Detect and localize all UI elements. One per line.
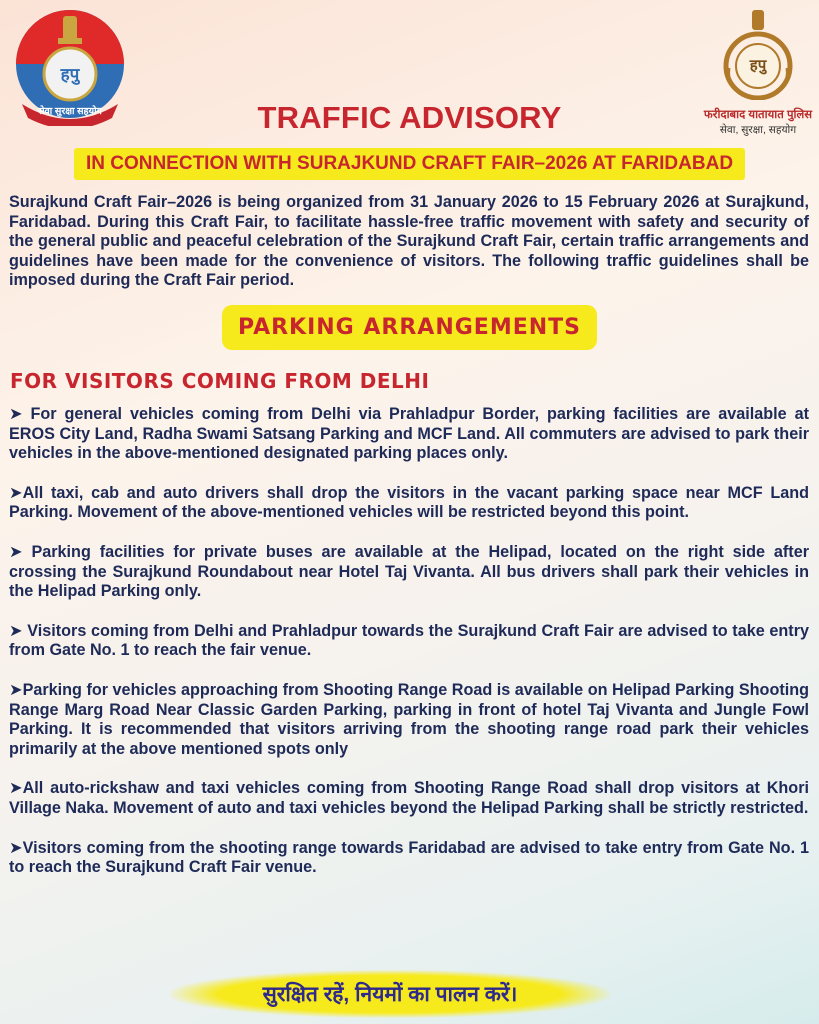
guideline-item: ➤All auto-rickshaw and taxi vehicles coming from Shooting Range Road shall drop visitors at Khori Village Naka. Movement of auto and taxi vehicles beyond the Helipad Parking shall be strictly restricted.	[9, 779, 809, 817]
logo-text: हपु	[60, 65, 80, 84]
org-motto: सेवा, सुरक्षा, सहयोग	[719, 124, 797, 136]
page-title: TRAFFIC ADVISORY	[257, 100, 562, 135]
guideline-list	[9, 405, 809, 878]
footer-slogan: सुरक्षित रहें, नियमों का पालन करें।	[170, 970, 610, 1018]
guideline-item: ➤ Visitors coming from Delhi and Prahladpur towards the Surajkund Craft Fair are advised to take entry from Gate No. 1 to reach the fair venue.	[9, 621, 809, 660]
guideline-item: ➤ For general vehicles coming from Delhi via Prahladpur Border, parking facilities are available at EROS City Land, Radha Swami Satsang Parking and MCF Land. All commuters are advised to park their vehicles in the above-mentioned designated parking places only.	[9, 405, 809, 463]
section-heading: FOR VISITORS COMING FROM DELHI	[10, 369, 430, 393]
guideline-item: ➤Visitors coming from the shooting range towards Faridabad are advised to take entry from Gate No. 1 to reach the Surajkund Craft Fair venue.	[9, 838, 809, 877]
guideline-item: ➤Parking for vehicles approaching from Shooting Range Road is available on Helipad Parking Shooting Range Marg Road Near Classic Garden Parking, parking in front of hotel Taj Vivanta and Jungle Fowl Parking. It is recommended that visitors arriving from the shooting range road park their vehicles primarily at the above mentioned spots only	[9, 680, 809, 758]
parking-heading-banner	[0, 305, 819, 350]
subtitle-banner	[14, 148, 805, 180]
logo-motto: सेवा सुरक्षा सहयोग	[38, 106, 102, 117]
intro-paragraph: Surajkund Craft Fair–2026 is being organized from 31 January 2026 to 15 February 2026 at Surajkund, Faridabad. During this Craft Fair, to facilitate hassle-free traffic movement with safety and security of the general public and peaceful celebration of the Surajkund Craft Fair, certain traffic arrangements and guidelines have been made for the convenience of visitors. The following traffic guidelines shall be imposed during the Craft Fair period.	[9, 193, 809, 290]
logo-text: हपु	[749, 57, 767, 74]
org-name: फरीदाबाद यातायात पुलिस	[703, 109, 813, 121]
faridabad-police-emblem-icon	[719, 8, 797, 100]
subtitle: IN CONNECTION WITH SURAJKUND CRAFT FAIR–2026 AT FARIDABAD	[74, 148, 745, 180]
parking-heading: PARKING ARRANGEMENTS	[222, 305, 597, 350]
guideline-item: ➤All taxi, cab and auto drivers shall drop the visitors in the vacant parking space near MCF Land Parking. Movement of the above-mentioned vehicles will be restricted beyond this point.	[9, 483, 809, 522]
guideline-item: ➤ Parking facilities for private buses are available at the Helipad, located on the right side after crossing the Surajkund Roundabout near Hotel Taj Vivanta. All bus drivers shall park their vehicles in the Helipad Parking only.	[9, 542, 809, 601]
